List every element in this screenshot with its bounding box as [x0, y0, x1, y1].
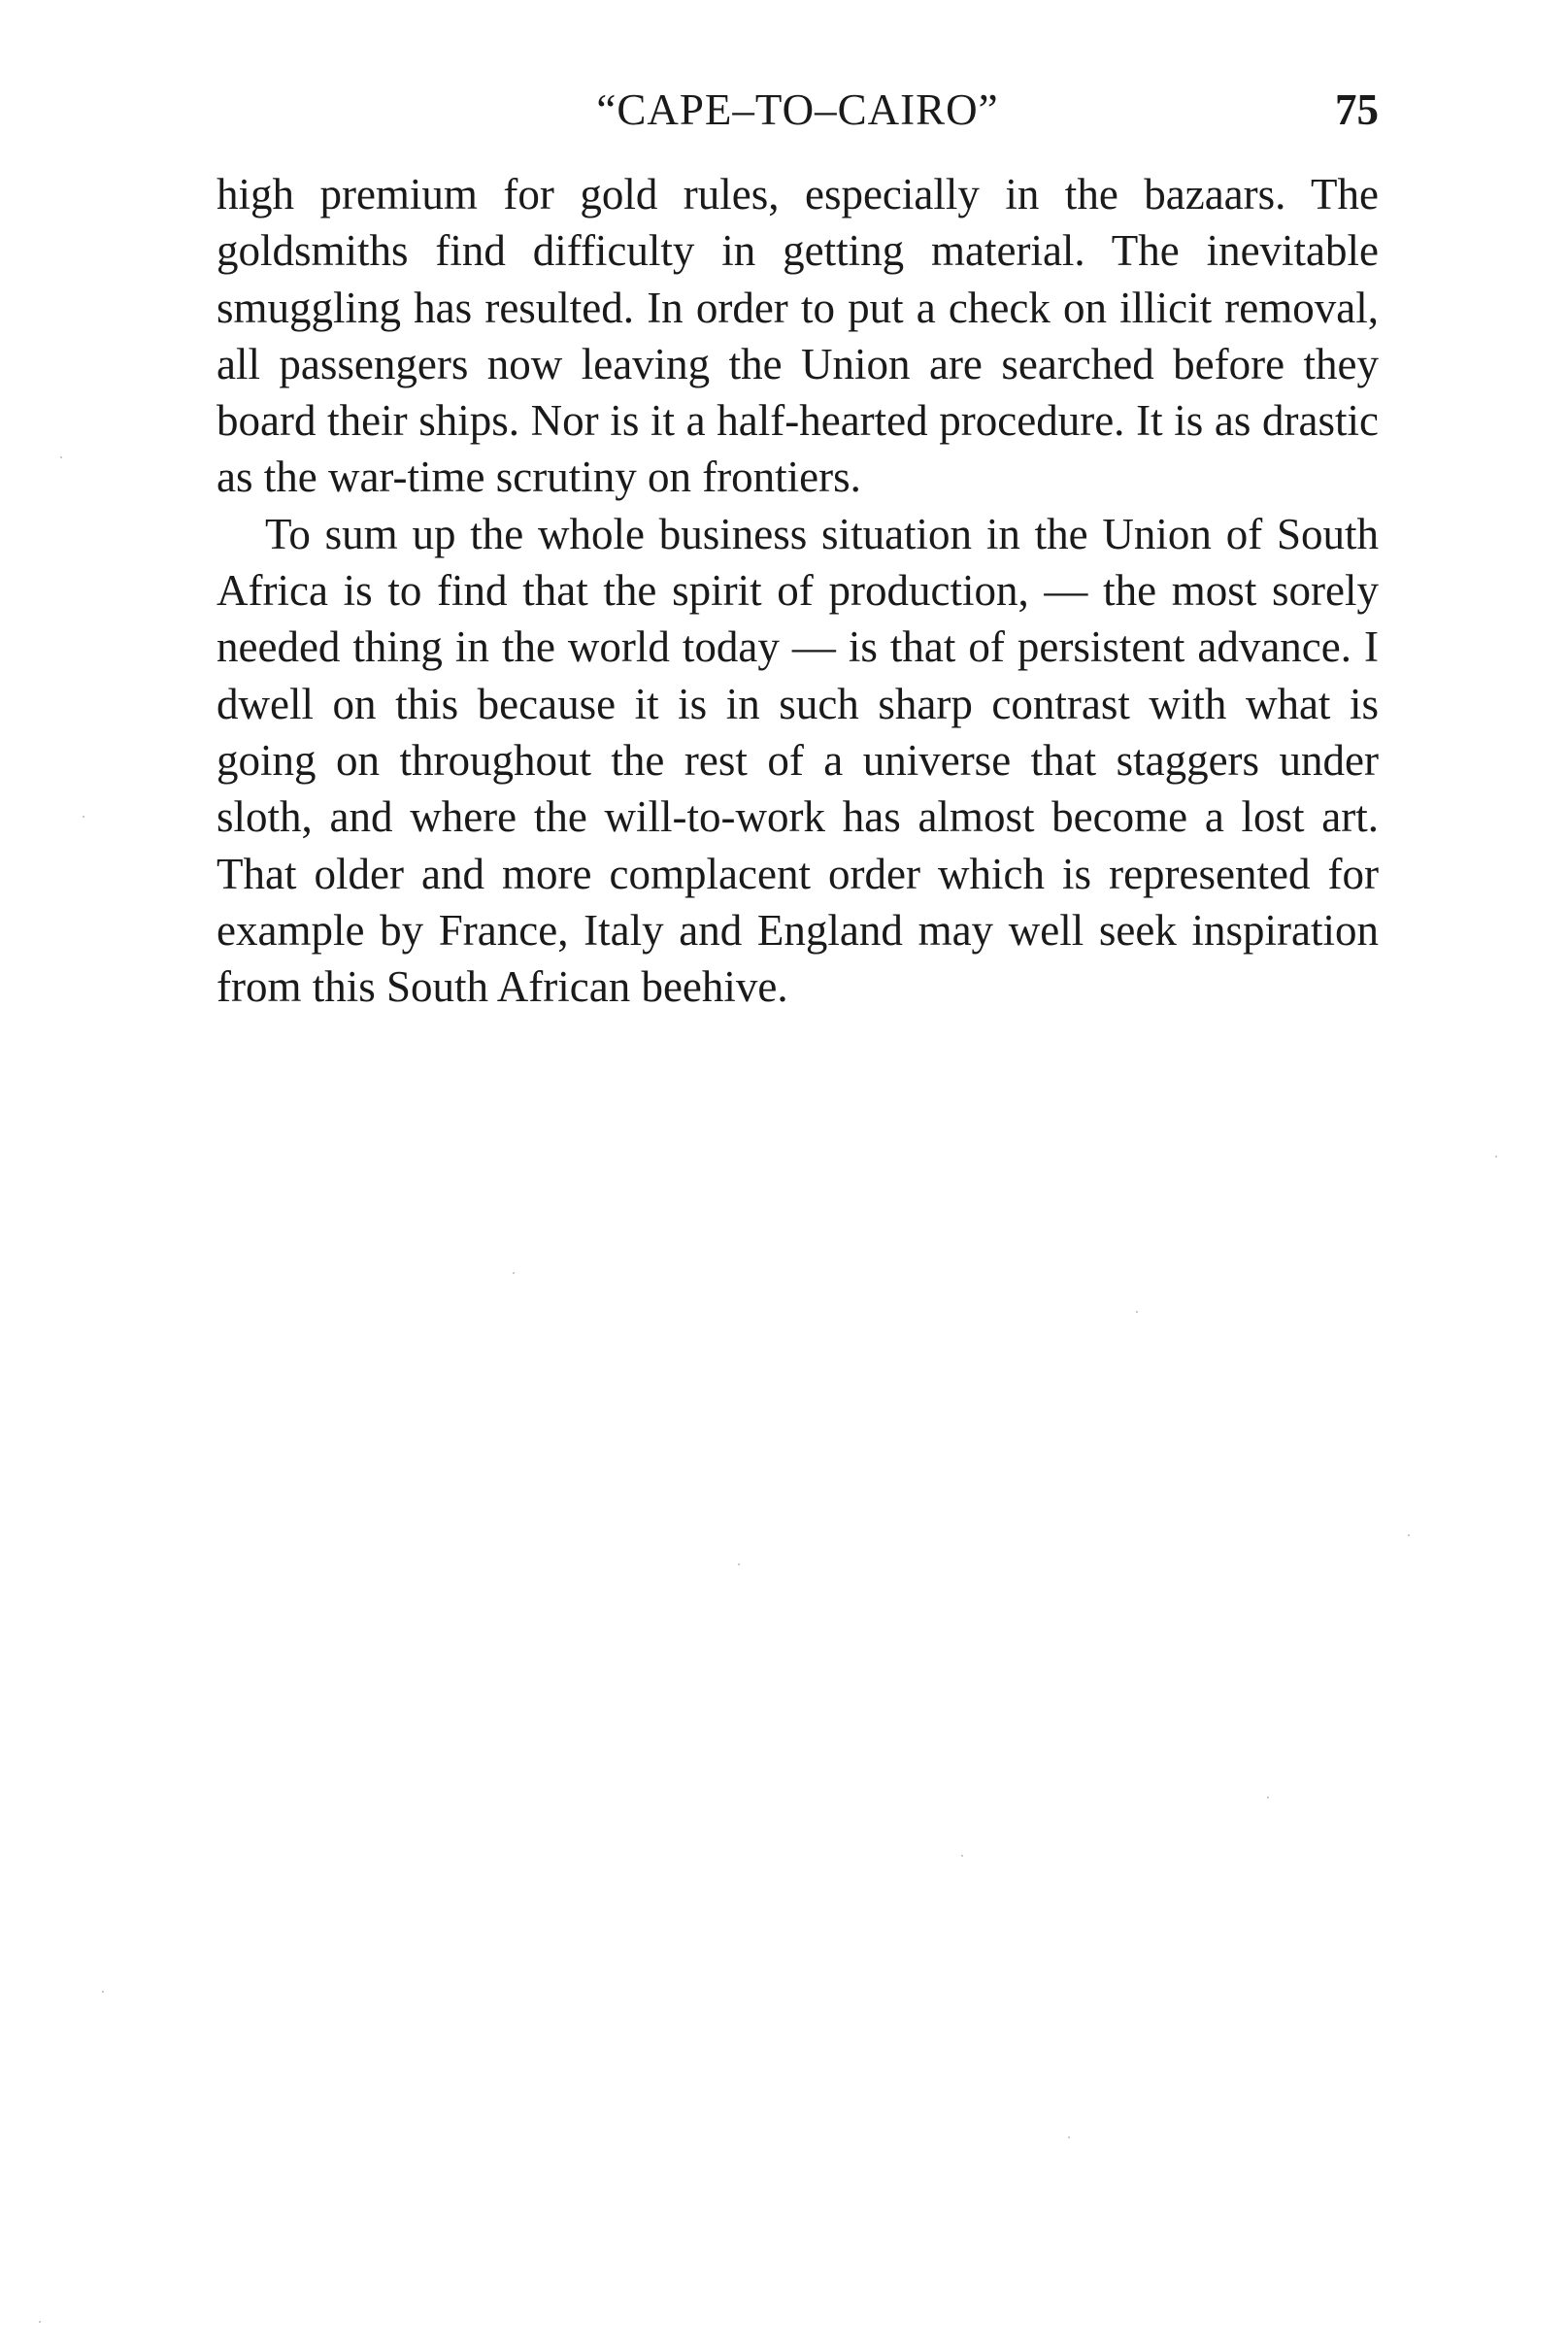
paper-speck — [513, 1272, 515, 1274]
paper-speck — [83, 816, 84, 818]
paper-speck — [1136, 1311, 1138, 1313]
running-head — [217, 76, 1379, 144]
paper-speck — [961, 1855, 963, 1857]
running-title: “CAPE–TO–CAIRO” — [596, 85, 999, 134]
paper-speck — [1408, 1534, 1410, 1536]
paper-speck — [1068, 2136, 1070, 2138]
paper-speck — [102, 1991, 104, 1993]
paper-speck — [738, 1563, 740, 1565]
paper-speck — [60, 456, 62, 458]
body-text — [217, 166, 1379, 1015]
paper-speck — [1495, 1156, 1497, 1158]
paper-speck — [1267, 1797, 1269, 1798]
paragraph-1: high premium for gold rules, especially in the bazaars. The goldsmiths find difficulty in getting material. The inevitable smuggling has resulted. In order to put a check on illicit removal, all passengers now leaving the Union are searched before they board their ships. Nor is it a half-hearted procedure. It is as drastic as the war-time scrutiny on frontiers. — [217, 170, 1379, 502]
page-number: 75 — [1335, 85, 1379, 134]
paper-speck — [39, 2321, 41, 2323]
paragraph-2: To sum up the whole business situation in the Union of South Africa is to find that the spirit of production, — the most sorely needed thing in the world today — is that of persistent advance. I dwell on this because it is in such sharp contrast with what is going on throughout the rest of a universe that staggers under sloth, and where the will-to-work has almost become a lost art. That older and more complacent order which is represented for example by France, Italy and England may well seek inspiration from this South African beehive. — [217, 509, 1379, 1012]
